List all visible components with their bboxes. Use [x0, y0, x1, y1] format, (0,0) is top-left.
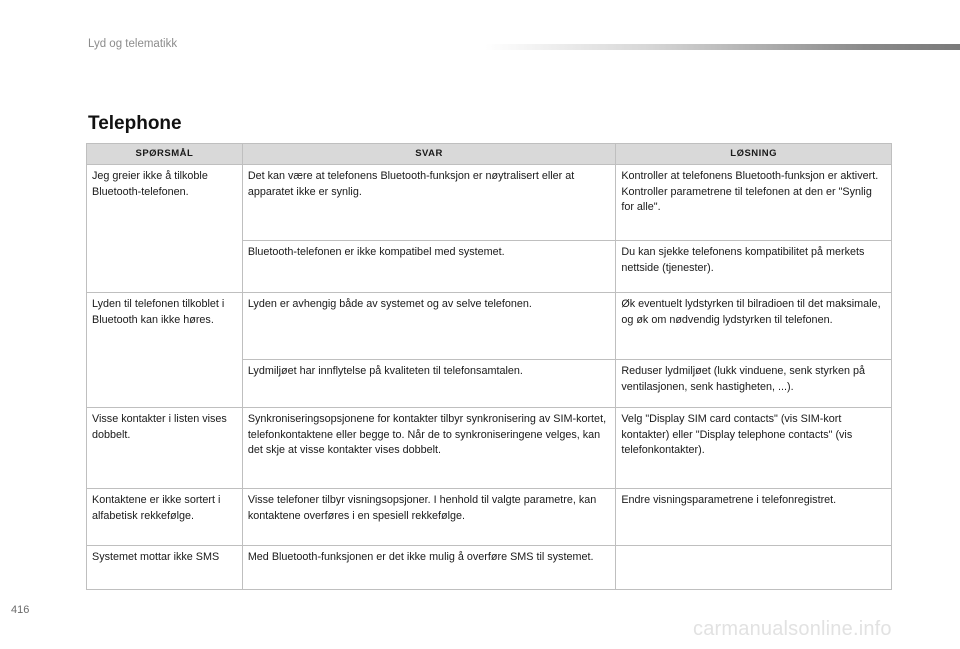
section-label: Lyd og telematikk [88, 38, 178, 50]
table-header-row [87, 144, 892, 165]
solution-cell: Øk eventuelt lydstyrken til bilradioen til det maksimale, og øk om nødvendig lydstyrken til telefonen. [616, 293, 892, 360]
column-header-solution: LØSNING [616, 144, 892, 165]
solution-cell: Kontroller at telefonens Bluetooth-funksjon er aktivert. Kontroller parametrene til telefonen at den er "Synlig for alle". [616, 165, 892, 241]
table-row [87, 546, 892, 590]
question-cell: Visse kontakter i listen vises dobbelt. [87, 408, 243, 489]
watermark-text: carmanualsonline.info [693, 618, 892, 640]
solution-cell: Du kan sjekke telefonens kompatibilitet på merkets nettside (tjenester). [616, 241, 892, 293]
page-title: Telephone [88, 113, 182, 134]
answer-cell: Bluetooth-telefonen er ikke kompatibel med systemet. [242, 241, 616, 293]
solution-cell: Velg "Display SIM card contacts" (vis SIM-kort kontakter) eller "Display telephone contacts" (vis telefonkontakter). [616, 408, 892, 489]
column-header-answer: SVAR [242, 144, 616, 165]
header-gradient-bar [485, 44, 960, 50]
table-row [87, 293, 892, 360]
answer-cell: Det kan være at telefonens Bluetooth-funksjon er nøytralisert eller at apparatet ikke er synlig. [242, 165, 616, 241]
question-cell: Kontaktene er ikke sortert i alfabetisk rekkefølge. [87, 489, 243, 546]
solution-cell [616, 546, 892, 590]
answer-cell: Lyden er avhengig både av systemet og av selve telefonen. [242, 293, 616, 360]
answer-cell: Synkroniseringsopsjonene for kontakter tilbyr synkronisering av SIM-kortet, telefonkontaktene eller begge to. Når de to synkroniseringene velges, kan det skje at visse kontakter vises dobbelt. [242, 408, 616, 489]
question-cell: Jeg greier ikke å tilkoble Bluetooth-telefonen. [87, 165, 243, 293]
answer-cell: Lydmiljøet har innflytelse på kvaliteten til telefonsamtalen. [242, 360, 616, 408]
solution-cell: Endre visningsparametrene i telefonregistret. [616, 489, 892, 546]
question-cell: Lyden til telefonen tilkoblet i Bluetooth kan ikke høres. [87, 293, 243, 408]
table-row [87, 165, 892, 241]
page-number: 416 [11, 604, 30, 616]
table-row [87, 489, 892, 546]
table-row [87, 408, 892, 489]
faq-table [86, 143, 892, 590]
solution-cell: Reduser lydmiljøet (lukk vinduene, senk styrken på ventilasjonen, senk hastigheten, ...). [616, 360, 892, 408]
answer-cell: Visse telefoner tilbyr visningsopsjoner. I henhold til valgte parametre, kan kontaktene overføres i en spesiell rekkefølge. [242, 489, 616, 546]
answer-cell: Med Bluetooth-funksjonen er det ikke mulig å overføre SMS til systemet. [242, 546, 616, 590]
question-cell: Systemet mottar ikke SMS [87, 546, 243, 590]
column-header-question: SPØRSMÅL [87, 144, 243, 165]
